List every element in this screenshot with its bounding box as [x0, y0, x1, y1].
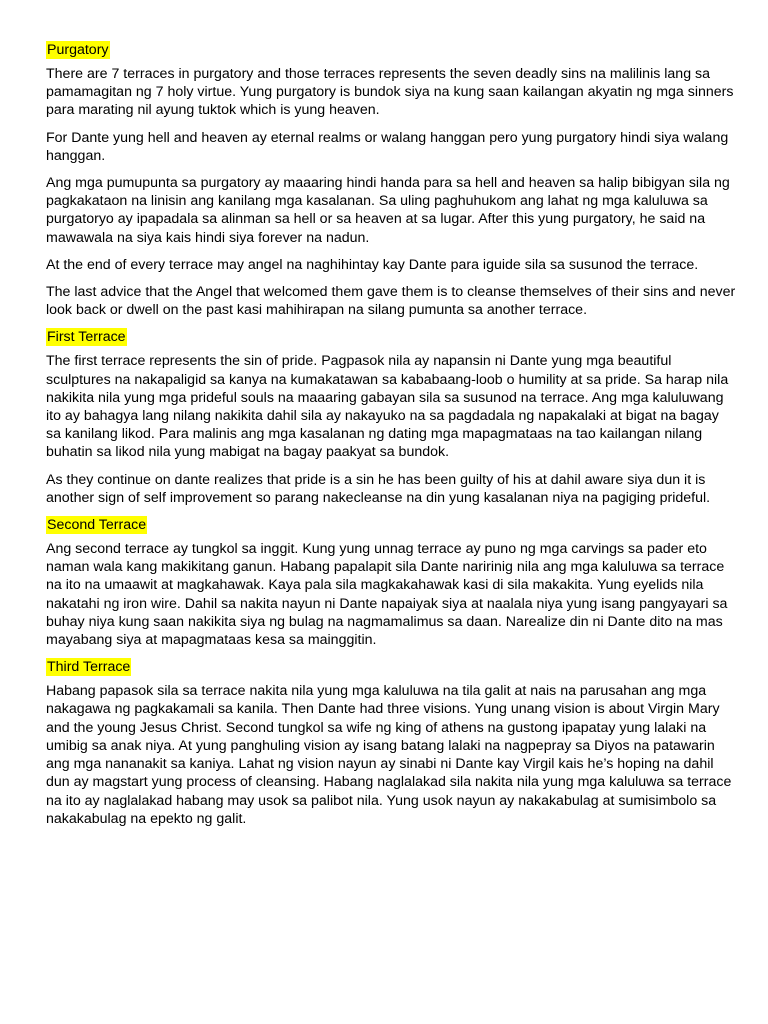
- paragraph: The last advice that the Angel that welcomed them gave them is to cleanse themselves of their sins and never look back or dwell on the past kasi mahihirapan na silang pumunta sa another terrace.: [46, 284, 736, 319]
- document-page: [46, 41, 736, 837]
- section-heading: First Terrace: [47, 329, 126, 346]
- section-second-terrace: [46, 516, 736, 649]
- paragraph: For Dante yung hell and heaven ay eternal realms or walang hanggan pero yung purgatory hindi siya walang hanggan.: [46, 129, 729, 164]
- section-heading: Purgatory: [47, 42, 109, 58]
- paragraph: The first terrace represents the sin of pride. Pagpasok nila ay napansin ni Dante yung mga beautiful sculptures na nakapaligid sa kanya na kumakatawan sa kababaang-loob o humility at sa pride. Sa harap nila nakikita nila yung mga prideful souls na maaaring gabayan sila sa susunod na terrace. Ang mga kaluluwang ito ay bahagya lang nilang nakikita dahil sila ay nakayuko na sa pagdadala ng napakalaki at bigat na bagay sa kanilang likod. Para malinis ang mga kasalanan ng dating mga mapagmataas na tao kailangan nilang buhatin sa likod nila yung mabigat na bagay paakyat sa bundok.: [46, 353, 729, 461]
- paragraph: There are 7 terraces in purgatory and those terraces represents the seven deadly sins na malilinis lang sa pamamagitan ng 7 holy virtue. Yung purgatory is bundok siya na kung saan kailangan akyatin ng mga sinners para marating nil ayung tuktok which is yung heaven.: [46, 66, 734, 119]
- paragraph: At the end of every terrace may angel na naghihintay kay Dante para iguide sila sa susunod the terrace.: [46, 256, 699, 273]
- section-heading: Second Terrace: [47, 517, 147, 534]
- section-purgatory: [46, 41, 736, 319]
- paragraph: As they continue on dante realizes that pride is a sin he has been guilty of his at dahil aware siya dun it is another sign of self improvement so parang nakecleanse na din yung kasalanan niya na pagiging prideful.: [46, 471, 711, 506]
- section-first-terrace: [46, 328, 736, 507]
- paragraph: Habang papasok sila sa terrace nakita nila yung mga kaluluwa na tila galit at nais na parusahan ang mga nakagawa ng pagkakamali sa kanila. Then Dante had three visions. Yung unang vision is about Virgin Mary and the young Jesus Christ. Second tungkol sa wife ng king of athens na gustong ipapatay yung lalaki na umibig sa anak niya. At yung panghuling vision ay isang batang lalaki na nagpepray sa Diyos na patawarin ang mga nananakit sa kaniya. Lahat ng vision nayun ay sinabi ni Dante kay Virgil kais he’s hoping na dahil dun ay magstart yung process of cleansing. Habang naglalakad sila nakita nila yung mga kaluluwa sa terrace na ito ay naglalakad habang may usok sa palibot nila. Yung usok nayun ay nakakabulag at sumisimbolo sa nakakabulag na epekto ng galit.: [46, 683, 732, 827]
- paragraph: Ang second terrace ay tungkol sa inggit. Kung yung unnag terrace ay puno ng mga carvings sa pader eto naman wala kang makikitang ganun. Habang papalapit sila Dante naririnig nila ang mga kaluluwa sa terrace na ito na umaawit at magkahawak. Kaya pala sila magkakahawak kasi di sila makakita. Yung eyelids nila nakatahi ng iron wire. Dahil sa nakita nayun ni Dante napaiyak siya at naalala niya yung isang pangyayari sa buhay niya kung saan nakikita siya ng bulag na nagmamalimus sa daan. Narealize din ni Dante dito na mas mayabang siya at mapagmataas kesa sa mainggitin.: [46, 541, 728, 649]
- section-heading: Third Terrace: [47, 659, 131, 676]
- section-third-terrace: [46, 658, 736, 828]
- paragraph: Ang mga pumupunta sa purgatory ay maaaring hindi handa para sa hell and heaven sa halip bibigyan sila ng pagkakataon na linisin ang kanilang mga kasalanan. Sa uling paghuhukom ang lahat ng mga kaluluwa sa purgatoryo ay ipapadala sa alinman sa hell or sa heaven at sa lugar. After this yung purgatory, he said na mawawala na siya kais hindi siya forever na nadun.: [46, 175, 730, 246]
